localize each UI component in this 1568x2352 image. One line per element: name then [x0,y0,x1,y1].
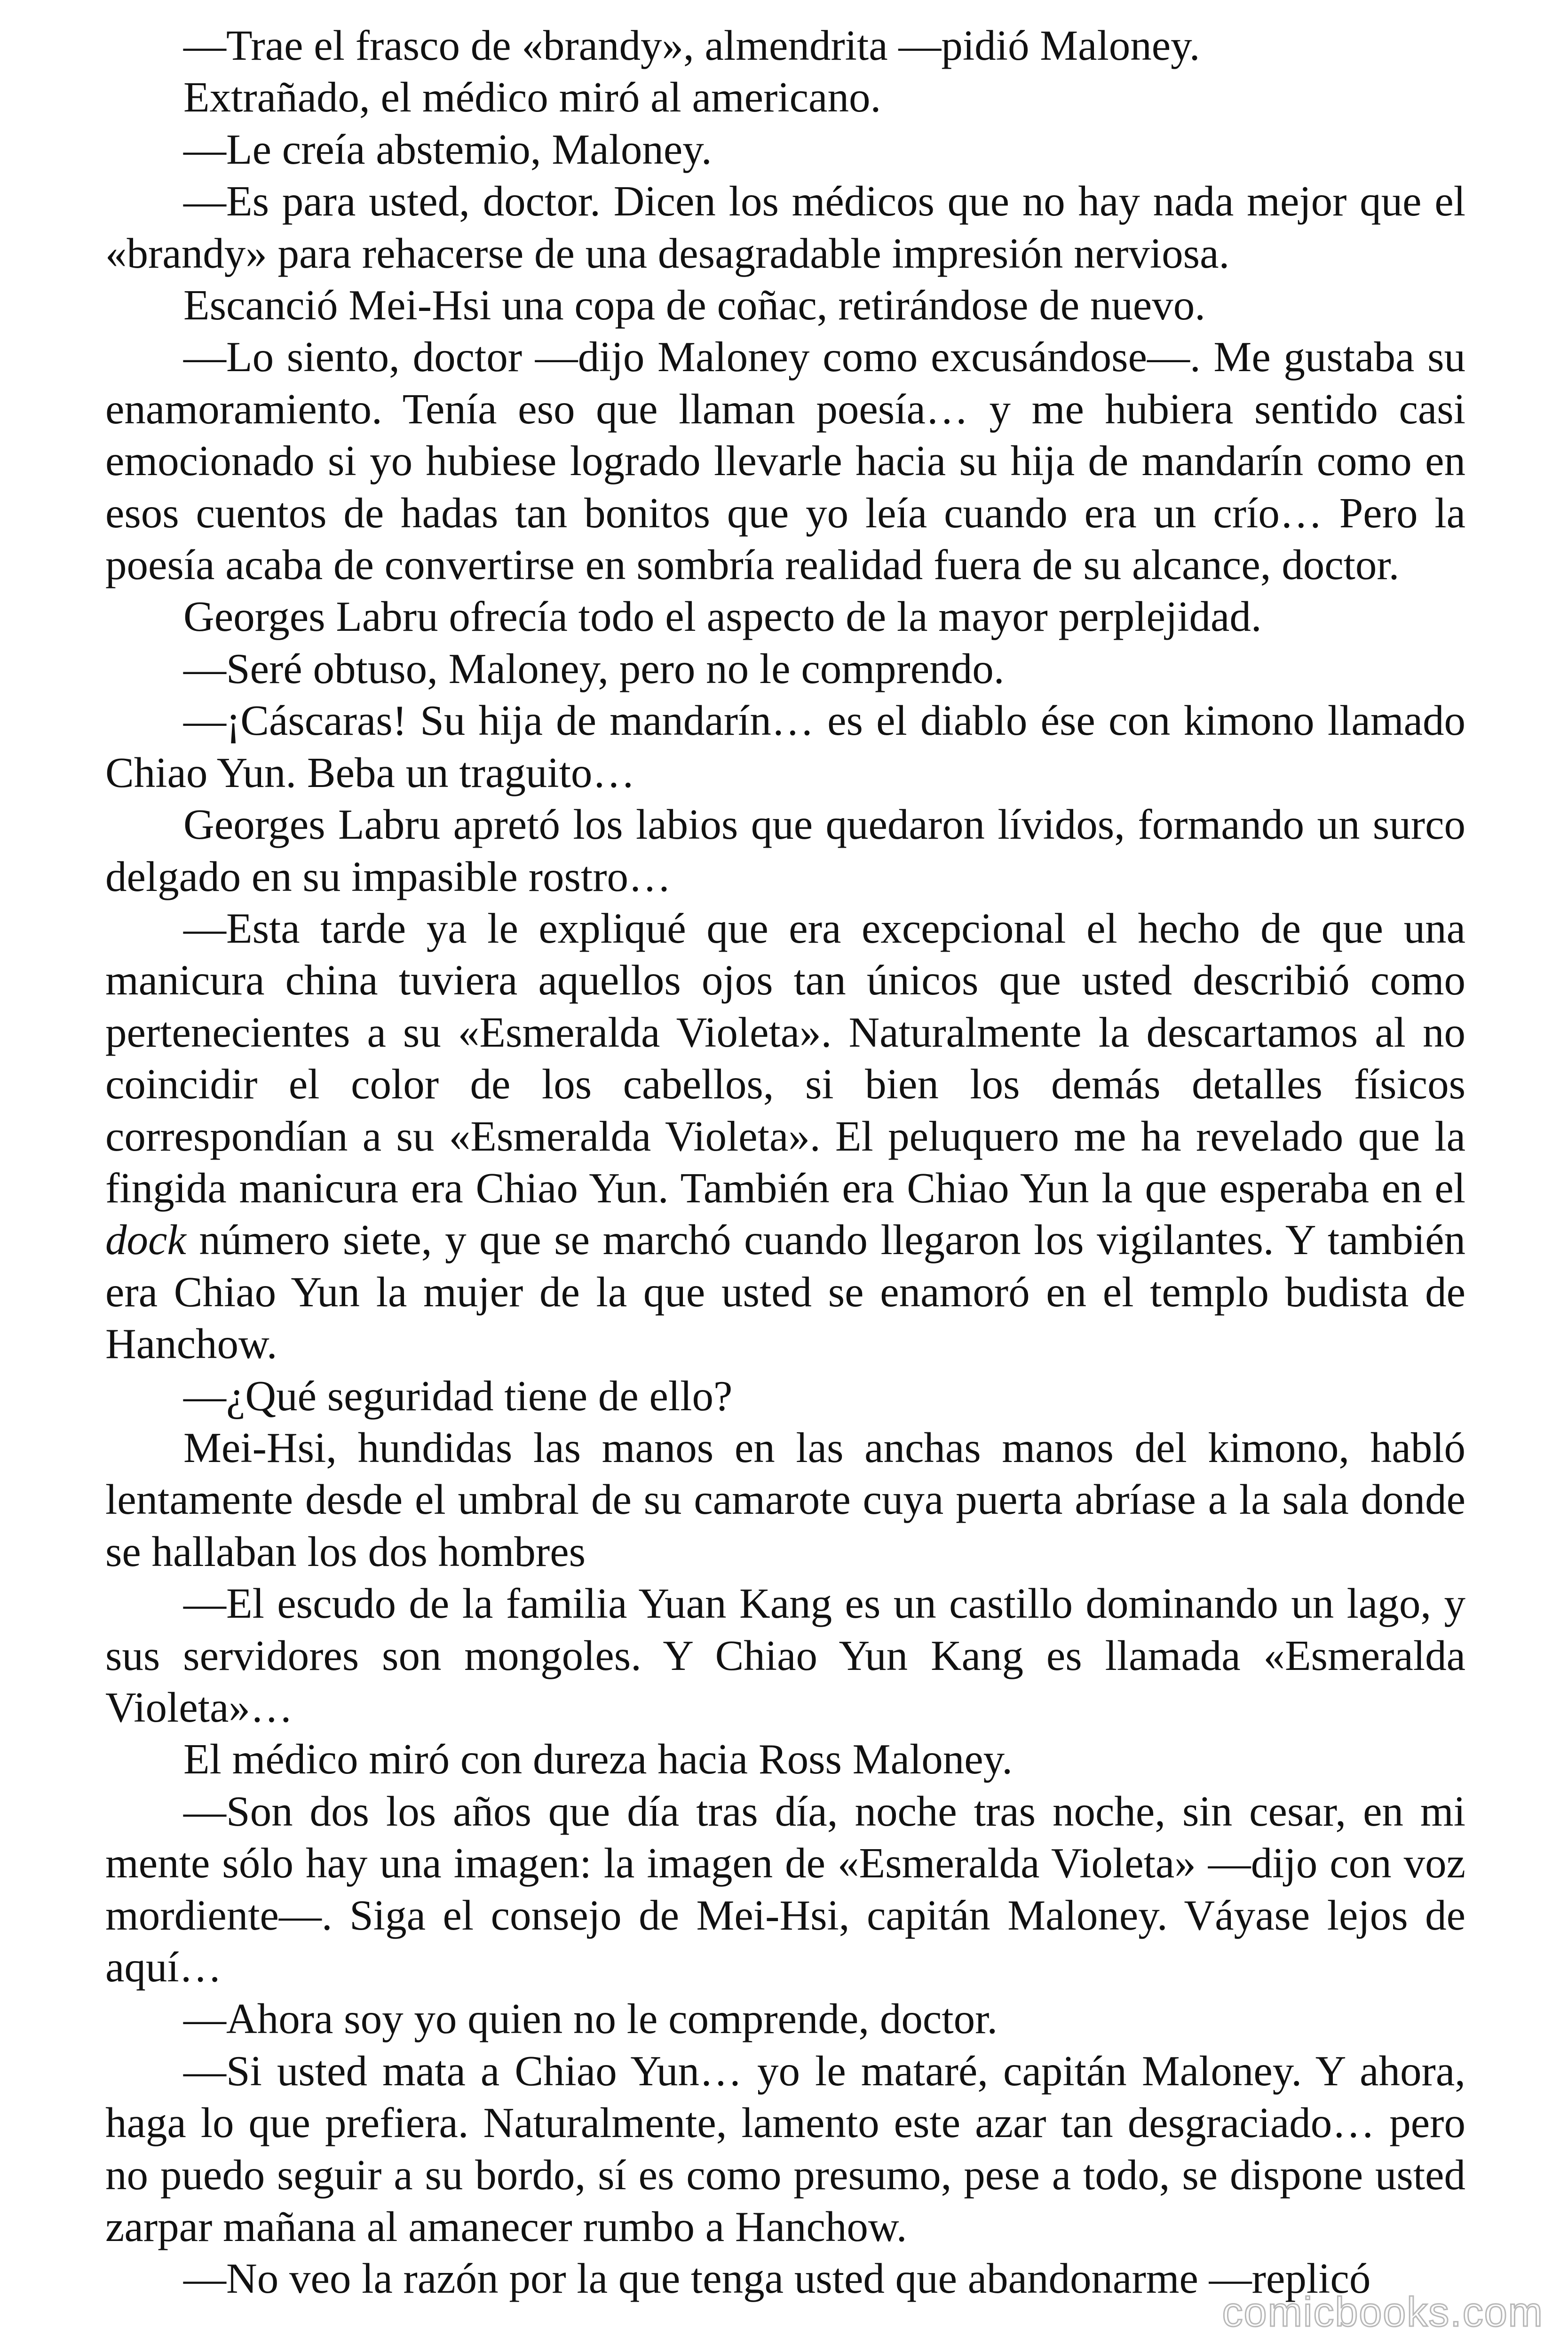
paragraph: —Trae el frasco de «brandy», almendrita —pidió Maloney. [183,22,1200,69]
paragraph: Georges Labru ofrecía todo el aspecto de la mayor perplejidad. [183,593,1262,641]
paragraph: Mei-Hsi, hundidas las manos en las anchas manos del kimono, habló lentamente desde el umbral de su camarote cuya puerta abríase a la sala donde se hallaban los dos hombres [105,1423,1465,1575]
paragraph: —Lo siento, doctor —dijo Maloney como excusándose—. Me gustaba su enamoramiento. Tenía eso que llaman poesía… y me hubiera sentido casi emocionado si yo hubiese logrado llevarle hacia su hija de mandarín como en esos cuentos de hadas tan bonitos que yo leía cuando era un crío… Pero la poesía acaba de convertirse en sombría realidad fuera de su alcance, doctor. [105,333,1465,589]
italic-word: dock [105,1216,186,1264]
paragraph: —El escudo de la familia Yuan Kang es un castillo dominando un lago, y sus servidores son mongoles. Y Chiao Yun Kang es llamada «Esmeralda Violeta»… [105,1580,1465,1731]
paragraph: Extrañado, el médico miró al americano. [183,73,881,121]
paragraph: —¿Qué seguridad tiene de ello? [183,1372,733,1420]
paragraph: —Son dos los años que día tras día, noche tras noche, sin cesar, en mi mente sólo hay una imagen: la imagen de «Esmeralda Violeta» —dijo con voz mordiente—. Siga el consejo de Mei-Hsi, capitán Maloney. Váyase lejos de aquí… [105,1787,1465,1991]
paragraph-text-after-italic: número siete, y que se marchó cuando llegaron los vigilantes. Y también era Chiao Yun la mujer de la que usted se enamoró en el templo budista de Hanchow. [105,1216,1465,1368]
paragraph: —No veo la razón por la que tenga usted que abandonarme —replicó [183,2255,1371,2303]
paragraph: —Seré obtuso, Maloney, pero no le comprendo. [183,644,1005,692]
paragraph: —Si usted mata a Chiao Yun… yo le mataré, capitán Maloney. Y ahora, haga lo que prefiera. Naturalmente, lamento este azar tan desgraciado… pero no puedo seguir a su bordo, sí es como presumo, pese a todo, se dispone usted zarpar mañana al amanecer rumbo a Hanchow. [105,2047,1465,2251]
paragraph: Georges Labru apretó los labios que quedaron lívidos, formando un surco delgado en su impasible rostro… [105,801,1465,900]
watermark: comicbooks.com [1222,2288,1544,2335]
paragraph: El médico miró con dureza hacia Ross Maloney. [183,1735,1013,1783]
paragraph-with-italic [105,903,1465,1370]
paragraph: —¡Cáscaras! Su hija de mandarín… es el diablo ése con kimono llamado Chiao Yun. Beba un traguito… [105,697,1465,796]
paragraph-text-before-italic: —Esta tarde ya le expliqué que era excepcional el hecho de que una manicura china tuviera aquellos ojos tan únicos que usted describió como pertenecientes a su «Esmeralda Violeta». Naturalmente la descartamos al no coincidir el color de los cabellos, si bien los demás detalles físicos correspondían a su «Esmeralda Violeta». El peluquero me ha revelado que la fingida manicura era Chiao Yun. También era Chiao Yun la que esperaba en el [105,904,1465,1212]
paragraph: —Es para usted, doctor. Dicen los médicos que no hay nada mejor que el «brandy» para rehacerse de una desagradable impresión nerviosa. [105,177,1465,277]
body-text [105,20,1465,2305]
paragraph: Escanció Mei-Hsi una copa de coñac, retirándose de nuevo. [183,281,1206,329]
paragraph: —Le creía abstemio, Maloney. [183,125,712,173]
paragraph: —Ahora soy yo quien no le comprende, doctor. [183,1995,998,2043]
